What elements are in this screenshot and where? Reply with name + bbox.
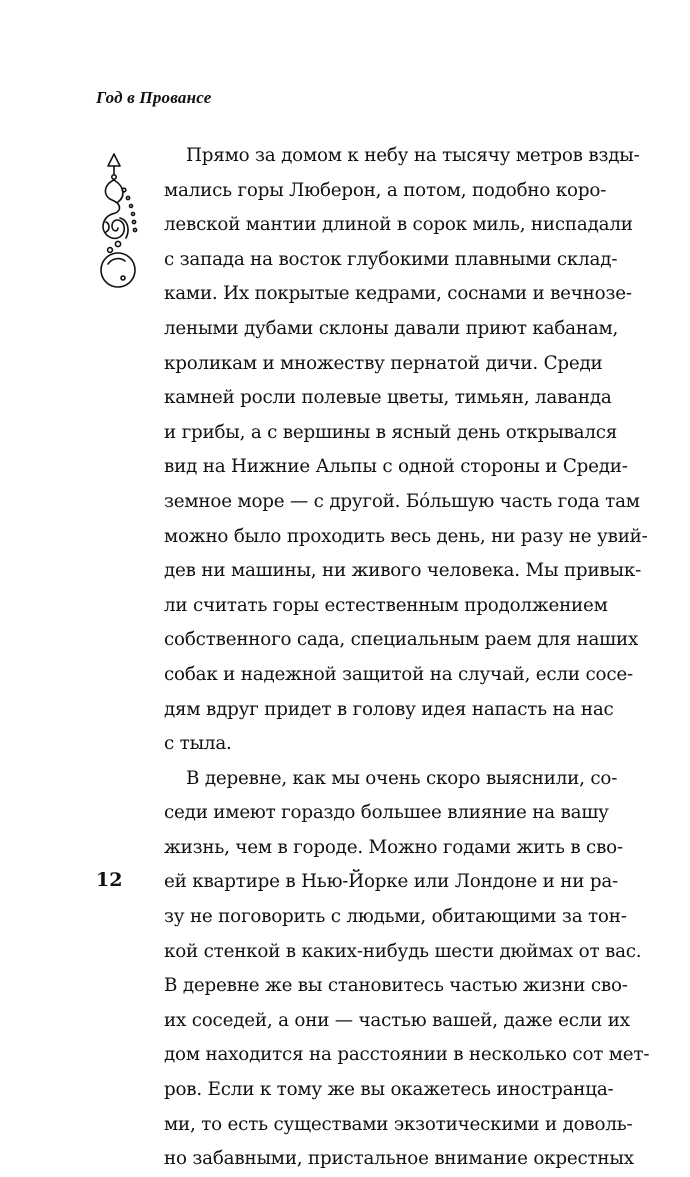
- body-line: дом находится на расстоянии в несколько сот мет-: [164, 1044, 650, 1066]
- body-line: их соседей, а они — частью вашей, даже если их: [164, 1009, 630, 1031]
- decorative-swirl-ornament-icon: [98, 152, 142, 290]
- body-line: В деревне же вы становитесь частью жизни сво-: [164, 975, 628, 997]
- body-line: ров. Если к тому же вы окажетесь иностранца-: [164, 1079, 614, 1101]
- body-line: ми, то есть существами экзотическими и доволь-: [164, 1113, 633, 1135]
- body-line: собственного сада, специальным раем для наших: [164, 629, 639, 651]
- body-line: зу не поговорить с людьми, обитающими за тон-: [164, 906, 627, 928]
- body-line: кроликам и множеству пернатой дичи. Среди: [164, 352, 603, 374]
- body-line: и грибы, а с вершины в ясный день открывался: [164, 421, 618, 443]
- body-line: можно было проходить весь день, ни разу не увий-: [164, 525, 648, 547]
- body-text: [164, 139, 650, 1177]
- page-number: 12: [96, 869, 123, 891]
- running-header-title: Год в Провансе: [96, 88, 212, 107]
- body-line: земное море — с другой. Бóльшую часть года там: [164, 490, 640, 512]
- body-line: кой стенкой в каких-нибудь шести дюймах от вас.: [164, 940, 642, 962]
- body-line: ли считать горы естественным продолжением: [164, 594, 608, 616]
- body-line: камней росли полевые цветы, тимьян, лаванда: [164, 387, 612, 409]
- body-line: ей квартире в Нью-Йорке или Лондоне и ни ра-: [164, 871, 619, 893]
- body-line: Прямо за домом к небу на тысячу метров взды-: [186, 145, 640, 166]
- body-line: мались горы Люберон, а потом, подобно коро-: [164, 179, 607, 201]
- body-line: В деревне, как мы очень скоро выяснили, со-: [186, 767, 618, 789]
- body-line: с запада на восток глубокими плавными склад-: [164, 248, 618, 270]
- body-line: седи имеют гораздо большее влияние на вашу: [164, 802, 609, 824]
- body-line: левской мантии длиной в сорок миль, ниспадали: [164, 214, 633, 236]
- body-line: дям вдруг придет в голову идея напасть на нас: [164, 698, 614, 720]
- body-line: собак и надежной защитой на случай, если сосе-: [164, 663, 633, 685]
- body-line: но забавными, пристальное внимание окрестных: [164, 1148, 634, 1170]
- body-line: с тыла.: [164, 733, 232, 755]
- body-line: жизнь, чем в городе. Можно годами жить в сво-: [164, 836, 623, 858]
- body-line: дев ни машины, ни живого человека. Мы привык-: [164, 560, 642, 582]
- body-line: ками. Их покрытые кедрами, соснами и вечнозе-: [164, 283, 632, 305]
- body-line: вид на Нижние Альпы с одной стороны и Среди-: [164, 456, 628, 478]
- body-line: леными дубами склоны давали приют кабанам,: [164, 317, 619, 339]
